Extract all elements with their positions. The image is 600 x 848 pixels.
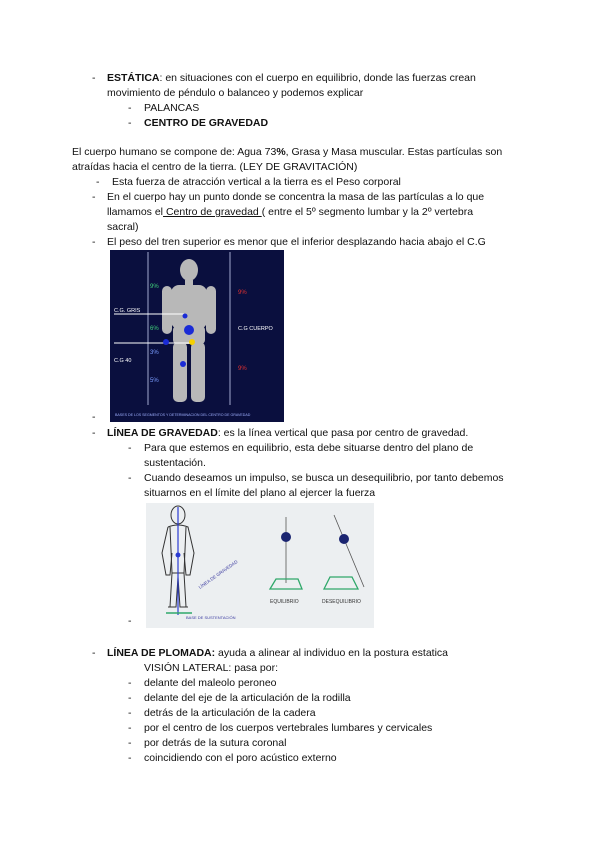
- pct-label: 9%: [150, 284, 159, 290]
- cg-dot-leg: [180, 361, 186, 367]
- estatica-line2: movimiento de péndulo o balanceo y podemos explicar: [107, 87, 364, 99]
- pct-label: 3%: [150, 350, 159, 356]
- bullet-dash: -: [92, 427, 96, 439]
- composition-text-b: , Grasa y Masa muscular. Estas partículas son: [285, 146, 503, 158]
- plomada-item: coincidiendo con el poro acústico externo: [144, 752, 337, 764]
- vision-lateral: VISIÓN LATERAL: pasa por:: [144, 662, 279, 674]
- figure2-svg: [146, 503, 374, 628]
- cg-bullet-1: Esta fuerza de atracción vertical a la tierra es el Peso corporal: [112, 176, 401, 188]
- bullet-dash: -: [96, 176, 100, 188]
- bullet-dash: -: [128, 615, 132, 627]
- bullet-dash: -: [128, 737, 132, 749]
- plomada-item: por detrás de la sutura coronal: [144, 737, 287, 749]
- plomada-item: delante del eje de la articulación de la rodilla: [144, 692, 351, 704]
- figure-center-of-gravity: [110, 250, 284, 422]
- bullet-dash: -: [92, 236, 96, 248]
- pct-label: 5%: [150, 378, 159, 384]
- hand-label-line: LÍNEA DE GRAVEDAD: [197, 559, 239, 590]
- composition-pct: %: [276, 146, 286, 158]
- label-desequilibrio: DESEQUILIBRIO: [322, 599, 361, 605]
- gravedad-sub2-line1: Cuando deseamos un impulso, se busca un desequilibrio, por tanto debemos: [144, 472, 504, 484]
- estatica-desc: : en situaciones con el cuerpo en equilibrio, donde las fuerzas crean: [159, 72, 476, 84]
- linea-gravedad-term: LÍNEA DE GRAVEDAD: [107, 427, 218, 439]
- bullet-dash: -: [128, 472, 132, 484]
- bullet-dash: -: [128, 102, 132, 114]
- composition-text-a: El cuerpo humano se compone de: Agua 73: [72, 146, 277, 158]
- gravedad-sub2-line2: situarnos en el límite del plano al ejercer la fuerza: [144, 487, 376, 499]
- bullet-dash: -: [128, 707, 132, 719]
- composition-line2: atraídas hacia el centro de la tierra. (LEY DE GRAVITACIÓN): [72, 161, 358, 173]
- eq-dot: [281, 532, 291, 542]
- cg-gris-label: C.G. GRIS: [114, 308, 141, 314]
- bullet-dash: -: [92, 191, 96, 203]
- cg-dot-body: [189, 339, 195, 345]
- plomada-term: LÍNEA DE PLOMADA:: [107, 647, 216, 659]
- sketch-cg-dot: [176, 553, 181, 558]
- deseq-base: [324, 577, 358, 589]
- cg-dot-chest: [183, 314, 188, 319]
- bullet-dash: -: [128, 442, 132, 454]
- deseq-dot: [339, 534, 349, 544]
- figure1-caption: BASES DE LOS SEGMENTOS Y DETERMINACION DEL CENTRO DE GRAVEDAD: [115, 413, 251, 417]
- gravedad-sub1-line2: sustentación.: [144, 457, 206, 469]
- cg-bullet-3: El peso del tren superior es menor que el inferior desplazando hacia abajo el C.G: [107, 236, 486, 248]
- bullet-dash: -: [128, 677, 132, 689]
- plomada-item: por el centro de los cuerpos vertebrales lumbares y cervicales: [144, 722, 433, 734]
- cg-text: llamamos el: [107, 206, 164, 218]
- deseq-line: [334, 515, 364, 587]
- figure1-svg: [110, 250, 284, 422]
- pct-label-right: 9%: [238, 290, 247, 296]
- linea-gravedad-line: [107, 426, 468, 440]
- plomada-desc: ayuda a alinear al individuo en la postura estatica: [215, 647, 449, 659]
- label-equilibrio: EQUILIBRIO: [270, 599, 299, 605]
- composition-line1: [72, 145, 502, 159]
- linea-gravedad-desc: : es la línea vertical que pasa por centro de gravedad.: [217, 427, 469, 439]
- cg-bullet-2-line2: [107, 205, 473, 219]
- cg-bullet-2-line1: En el cuerpo hay un punto donde se concentra la masa de las partículas a lo que: [107, 191, 485, 203]
- cg-left-label: C.G 40: [114, 358, 132, 364]
- figure-line-of-gravity-sketch: [146, 503, 374, 628]
- estatica-term: ESTÁTICA: [107, 72, 160, 84]
- pct-label: 6%: [150, 326, 159, 332]
- hand-label-base: BASE DE SUSTENTACIÓN: [186, 615, 236, 620]
- cg-text-b: ( entre el 5º segmento lumbar y la 2º vertebra: [261, 206, 474, 218]
- estatica-line1: [107, 71, 476, 85]
- plomada-item: detrás de la articulación de la cadera: [144, 707, 316, 719]
- bullet-dash: -: [128, 692, 132, 704]
- cg-bullet-2-line3: sacral): [107, 221, 139, 233]
- plomada-item: delante del maleolo peroneo: [144, 677, 277, 689]
- centro-gravedad-underlined: Centro de gravedad: [163, 206, 262, 218]
- cg-cuerpo-label: C.G CUERPO: [238, 326, 273, 332]
- plomada-line: [107, 646, 448, 660]
- bullet-dash: -: [128, 722, 132, 734]
- bullet-dash: -: [92, 72, 96, 84]
- gravedad-sub1-line1: Para que estemos en equilibrio, esta debe situarse dentro del plano de: [144, 442, 474, 454]
- sub-palancas: PALANCAS: [144, 102, 200, 114]
- cg-dot-arm: [163, 339, 169, 345]
- bullet-dash: -: [128, 752, 132, 764]
- bullet-dash: -: [92, 647, 96, 659]
- sub-centro-gravedad: CENTRO DE GRAVEDAD: [144, 117, 269, 129]
- pct-label-right: 9%: [238, 366, 247, 372]
- bullet-dash: -: [128, 117, 132, 129]
- cg-dot-trunk: [184, 325, 194, 335]
- bullet-dash: -: [92, 411, 96, 423]
